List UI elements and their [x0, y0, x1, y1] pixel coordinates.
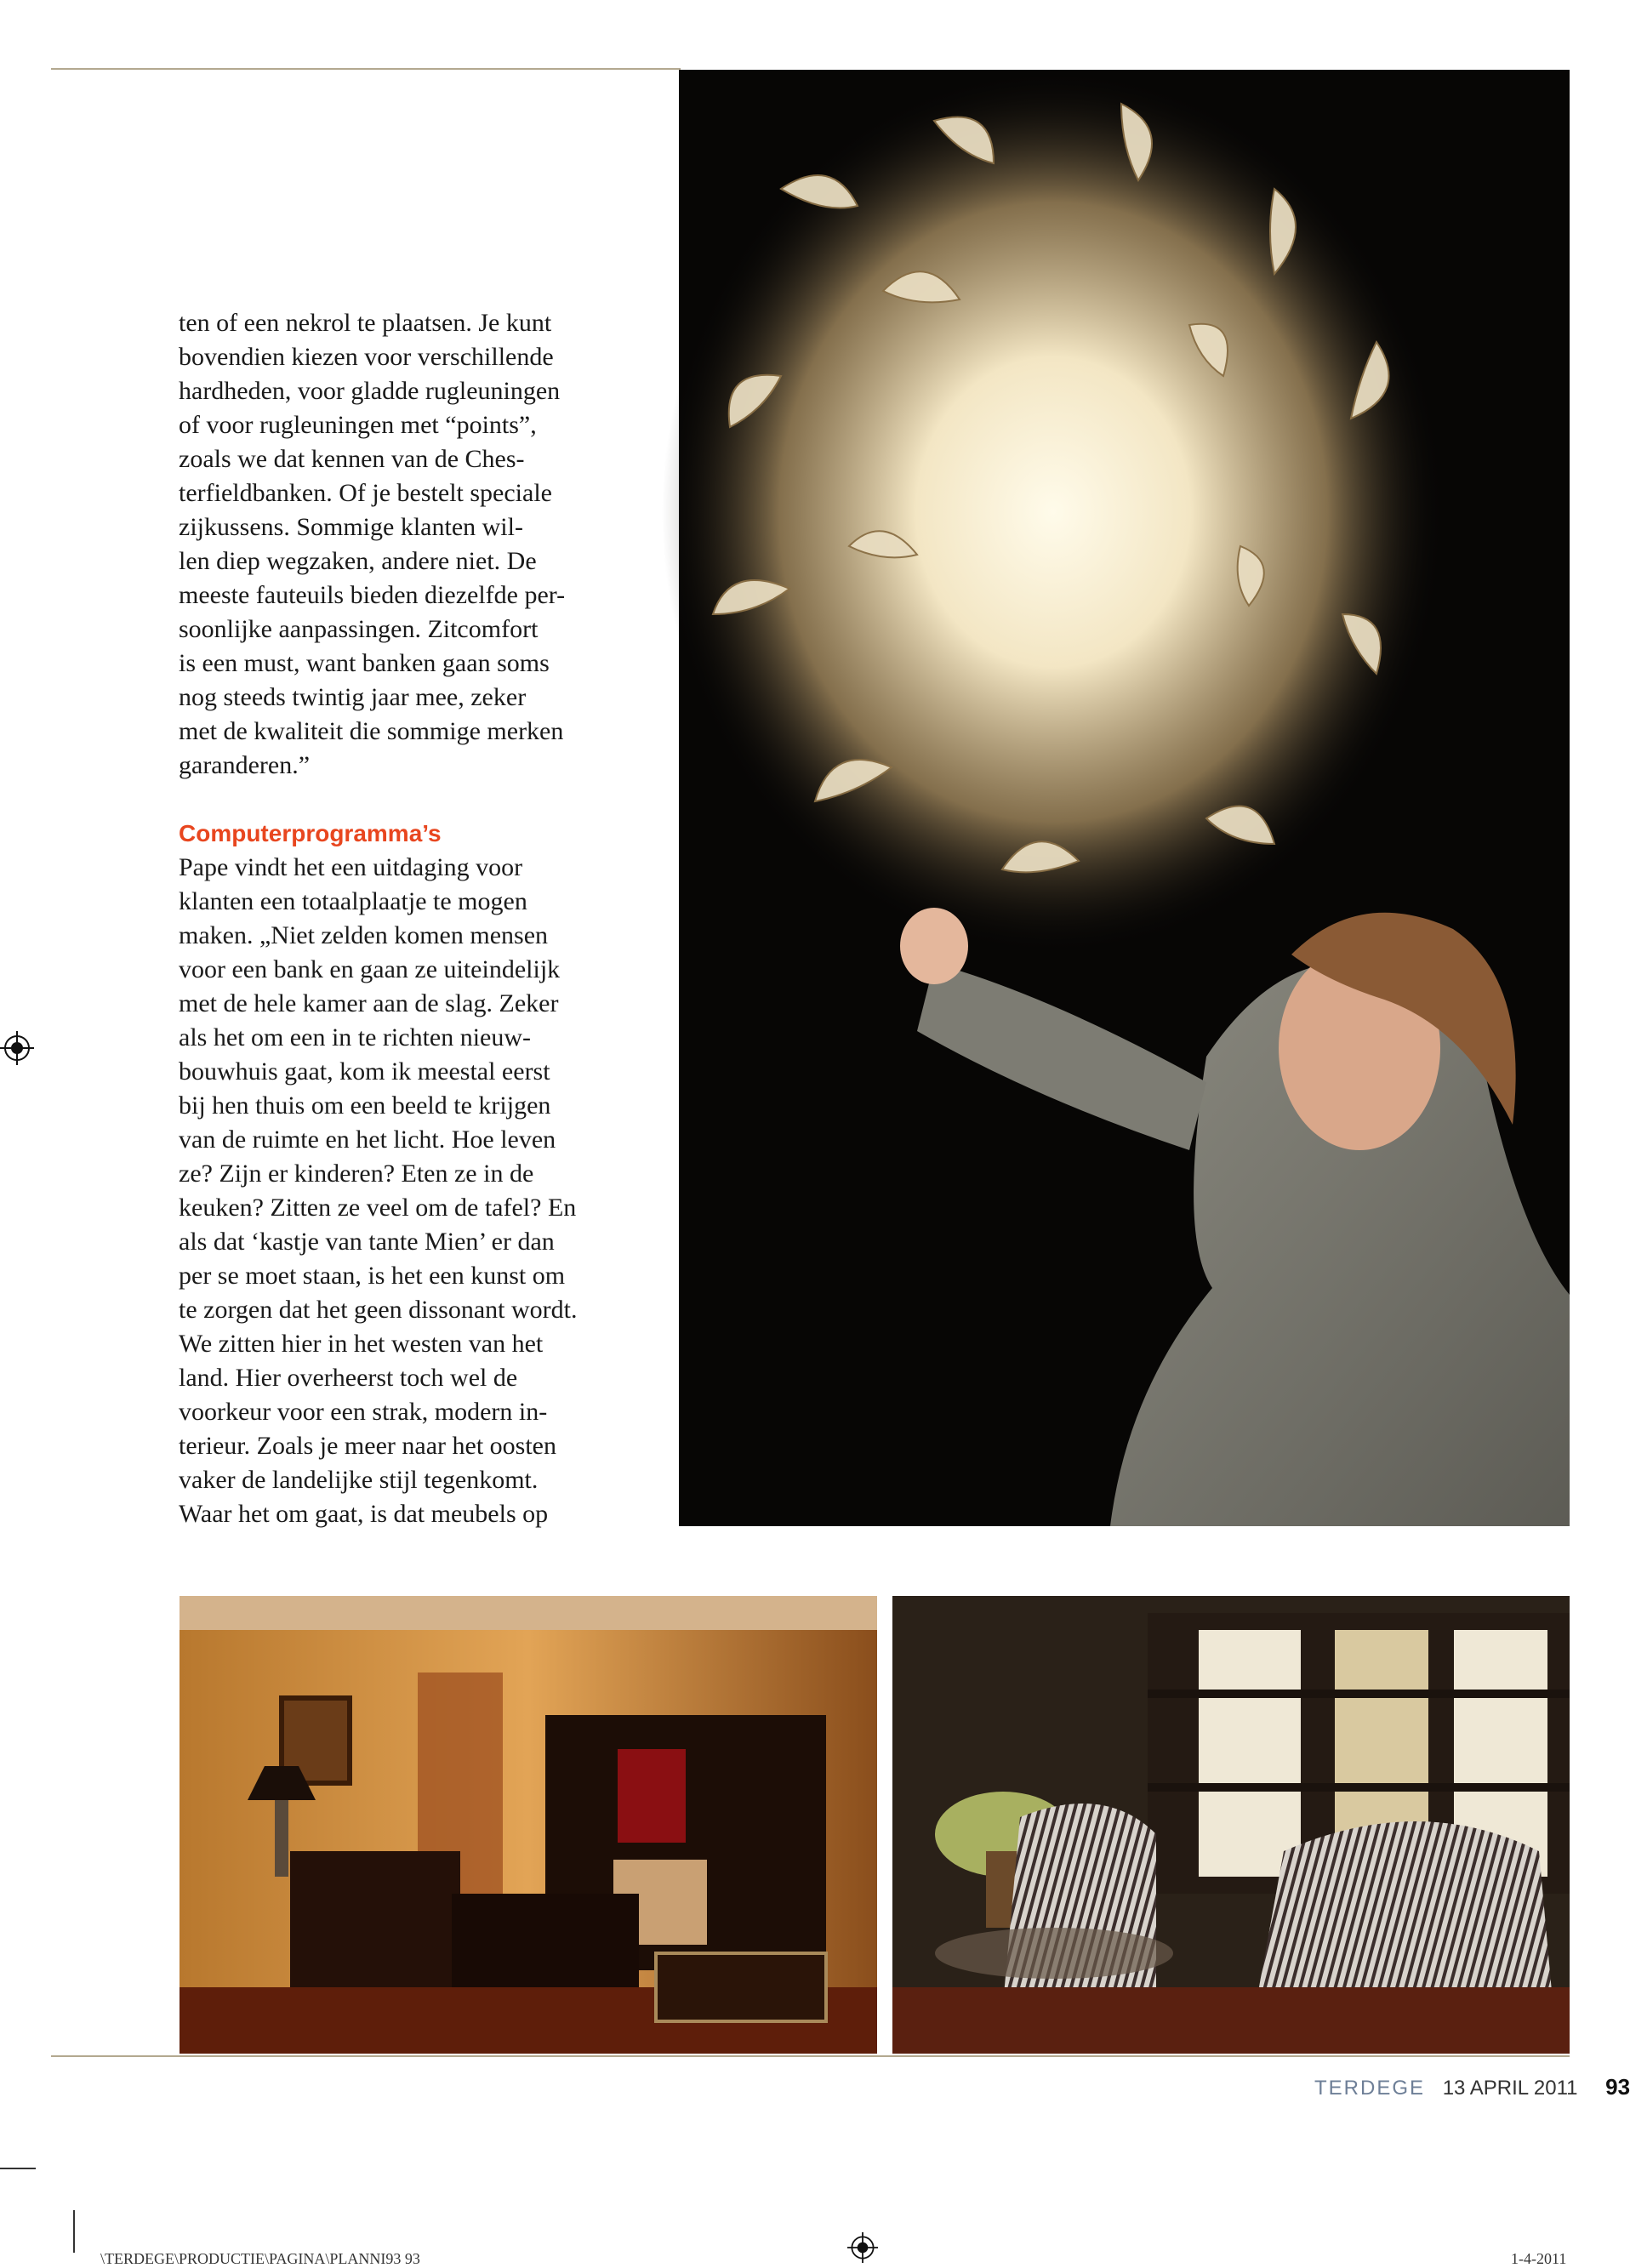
- registration-mark-icon: [0, 1031, 34, 1065]
- section-heading: Computerprogramma’s: [179, 820, 442, 846]
- print-slug-date: 1-4-2011: [1511, 2250, 1567, 2267]
- issue-date: 13 APRIL 2011: [1442, 2077, 1578, 2100]
- crop-mark: [0, 2168, 36, 2169]
- paragraph-2: Pape vindt het een uitdaging voor klanten een totaalplaatje te mogen maken. „Niet zelden komen mensen voor een bank en gaan ze uiteindelijk met de hele kamer aan de slag. Zeker als het om een in te richten nieuw- bouwhuis gaat, kom ik meestal eerst bij hen thuis om een beeld te krijgen van de ruimte en het licht. Hoe leven ze? Zijn er kinderen? Eten ze in de keuken? Zitten ze veel om de tafel? En als dat ‘kastje van tante Mien’ er dan per se moet staan, is het een kunst om te zorgen dat het geen dissonant wordt. We zitten hier in het westen van het land. Hier overheerst toch wel de voorkeur voor een strak, modern in- terieur. Zoals je meer naar het oosten vaker de landelijke stijl tegenkomt. Waar het om gaat, is dat meubels op: [179, 853, 578, 1528]
- article-text: [179, 306, 621, 1531]
- armchairs-photo: [892, 1596, 1570, 2054]
- chandelier-photo: [679, 70, 1570, 1526]
- print-slug-path: \TERDEGE\PRODUCTIE\PAGINA\PLANNI93 93: [100, 2250, 420, 2267]
- top-rule: [51, 68, 681, 70]
- paragraph-1: ten of een nekrol te plaatsen. Je kunt bovendien kiezen voor verschillende hardheden, voor gladde rugleuningen of voor rugleuningen met “points”, zoals we dat kennen van de Ches- terfieldbanken. Of je bestelt speciale zijkussens. Sommige klanten wil- len diep wegzaken, andere niet. De meeste fauteuils bieden diezelfde per- soonlijke aanpassingen. Zitcomfort is een must, want banken gaan soms nog steeds twintig jaar mee, zeker met de kwaliteit die sommige merken garanderen.”: [179, 309, 566, 779]
- living-room-photo: [180, 1596, 877, 2054]
- magazine-name: TERDEGE: [1314, 2077, 1426, 2100]
- crop-mark: [73, 2210, 75, 2253]
- registration-mark-icon: [847, 2232, 878, 2263]
- bottom-rule: [51, 2055, 1570, 2057]
- page-footer: [1314, 2074, 1630, 2100]
- page-number: 93: [1605, 2074, 1630, 2100]
